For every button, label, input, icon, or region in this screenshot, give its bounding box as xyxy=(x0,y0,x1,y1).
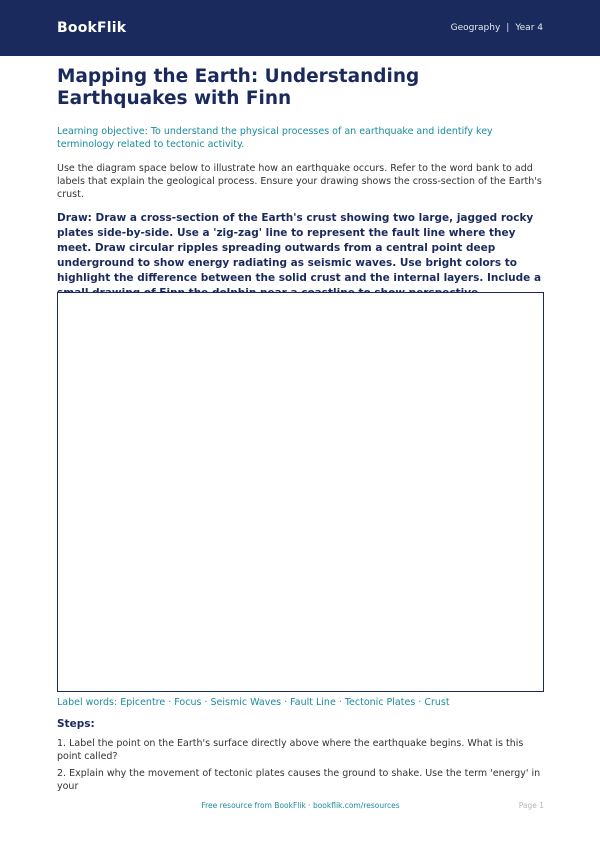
drawing-prompt: Draw: Draw a cross-section of the Earth's crust showing two large, jagged rocky plates side-by-side. Use a 'zig-zag' line to represent the fault line where they meet. Draw circular ripples spreading outwards from a central point deep underground to show energy radiating as seismic waves. Use bright colors to highlight the difference between the solid crust and the internal layers. Include a xyxy=(57,212,542,284)
page-footer xyxy=(57,801,544,810)
word-bank-label: Label words: xyxy=(57,697,118,708)
word-bank-item: · Tectonic Plates xyxy=(336,697,415,708)
steps-heading: Steps: xyxy=(57,718,95,730)
subject-meta xyxy=(451,23,543,33)
word-bank-item: · Seismic Waves xyxy=(201,697,281,708)
year-label: Year 4 xyxy=(515,23,543,33)
word-bank-list xyxy=(120,697,449,708)
step-item: 1. Label the point on the Earth's surface directly above where the earthquake begins. What is this point called? xyxy=(57,738,524,762)
word-bank-item: · Focus xyxy=(165,697,201,708)
steps-list xyxy=(57,737,544,792)
step-item: 2. Explain why the movement of tectonic plates causes the ground to shake. Use the term 'energy' in your xyxy=(57,768,541,792)
brand-logo-text: BookFlik xyxy=(57,20,127,36)
page-header xyxy=(0,0,600,56)
learning-objective: Learning objective: To understand the physical processes of an earthquake and identify key terminology related to tectonic activity. xyxy=(57,126,493,150)
worksheet-content xyxy=(57,66,544,314)
word-bank-item: · Crust xyxy=(415,697,449,708)
intro-instructions: Use the diagram space below to illustrate how an earthquake occurs. Refer to the word bank to add labels that explain the geological process. Ensure your drawing shows the cross-section of the Earth's crust. xyxy=(57,163,542,200)
word-bank-item: · Fault Line xyxy=(281,697,336,708)
page-title: Mapping the Earth: Understanding Earthquakes with Finn xyxy=(57,66,420,109)
subject-label: Geography xyxy=(450,23,501,33)
drawing-area[interactable] xyxy=(57,292,544,692)
footer-credit: Free resource from BookFlik · bookflik.com/resources xyxy=(201,801,400,810)
meta-separator: | xyxy=(506,23,510,33)
word-bank-item: Epicentre xyxy=(120,697,166,708)
word-bank xyxy=(57,697,544,709)
page-number: Page 1 xyxy=(518,801,544,810)
